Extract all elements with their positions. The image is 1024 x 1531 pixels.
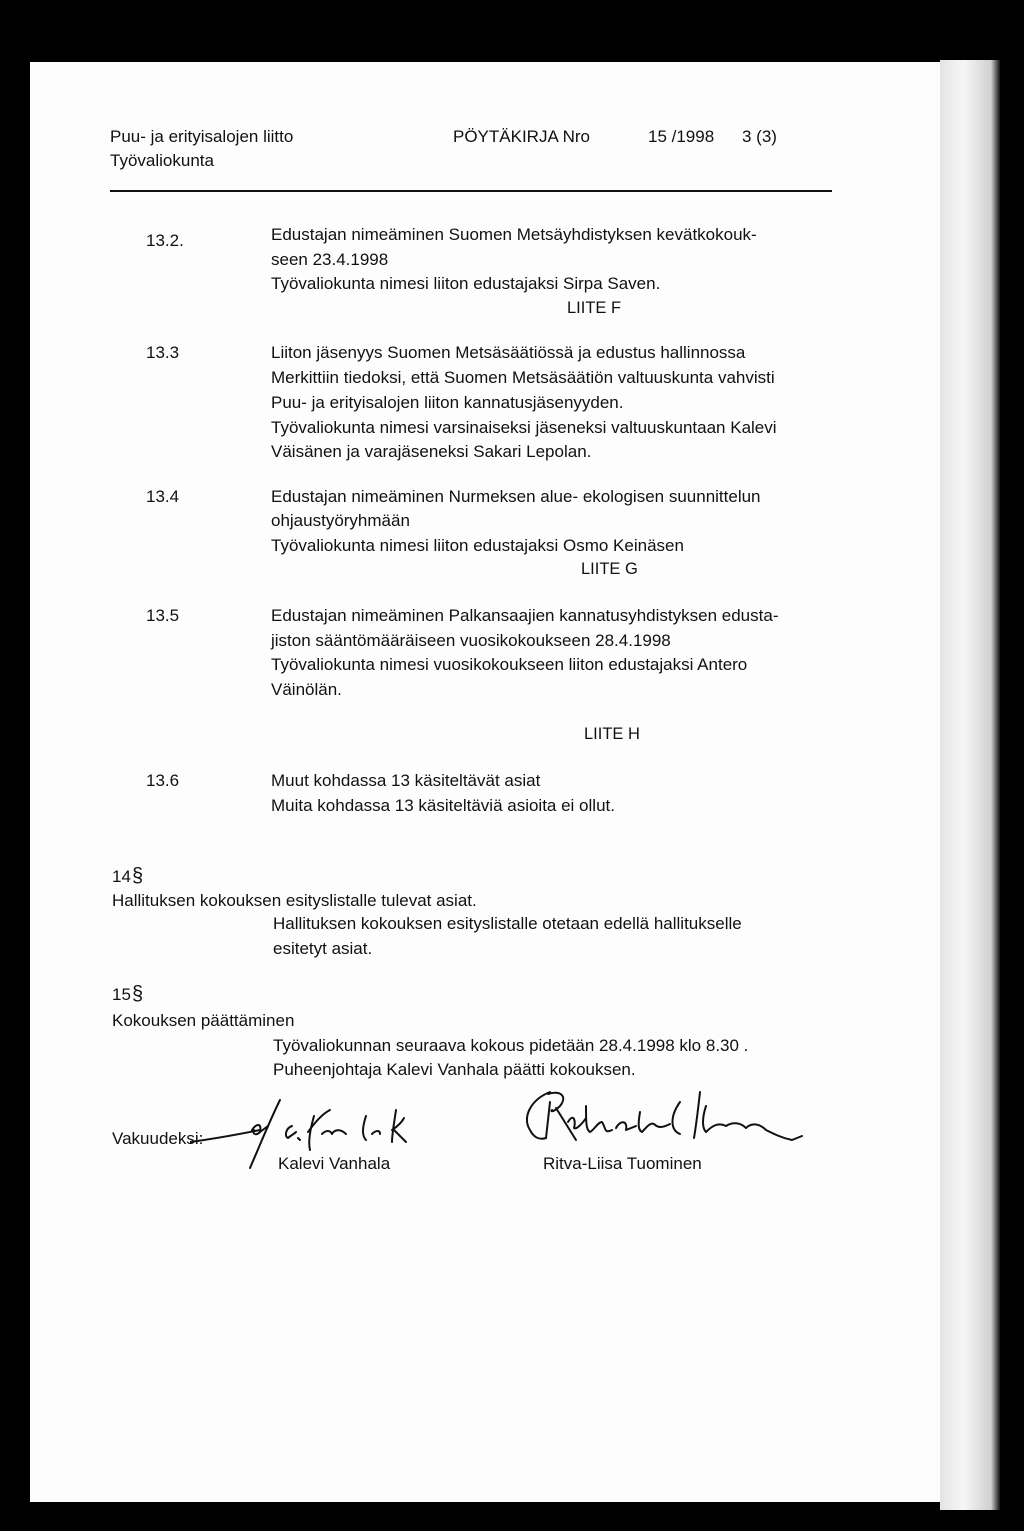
item-line: Väinölän. bbox=[271, 680, 342, 699]
header-rule bbox=[110, 190, 832, 192]
item-line: Työvaliokunta nimesi varsinaiseksi jäseneksi valtuuskuntaan Kalevi bbox=[271, 418, 777, 437]
org-name: Puu- ja erityisalojen liitto bbox=[110, 127, 294, 146]
signer-name: Ritva-Liisa Tuominen bbox=[543, 1154, 702, 1173]
item-line: Muut kohdassa 13 käsiteltävät asiat bbox=[271, 771, 541, 790]
item-line: Edustajan nimeäminen Palkansaajien kannatusyhdistyksen edusta- bbox=[271, 606, 779, 625]
item-number: 13.3 bbox=[146, 343, 180, 362]
section-title: Kokouksen päättäminen bbox=[112, 1011, 295, 1030]
item-number: 13.2. bbox=[146, 231, 184, 250]
section-number: 14 bbox=[112, 867, 131, 886]
attachment-label: LIITE F bbox=[567, 299, 622, 317]
section-sign: § bbox=[132, 865, 144, 887]
item-line: Muita kohdassa 13 käsiteltäviä asioita ei ollut. bbox=[271, 796, 615, 815]
signature-ritva-liisa-tuominen bbox=[520, 1082, 830, 1162]
signer-name: Kalevi Vanhala bbox=[278, 1154, 391, 1173]
doc-number: 15 /1998 bbox=[648, 127, 715, 146]
section-body-line: Puheenjohtaja Kalevi Vanhala päätti kokouksen. bbox=[273, 1060, 636, 1079]
doc-title: PÖYTÄKIRJA Nro bbox=[453, 127, 590, 146]
item-line: Väisänen ja varajäseneksi Sakari Lepolan. bbox=[271, 442, 592, 461]
page-edge-shadow bbox=[940, 60, 1000, 1510]
page-number: 3 (3) bbox=[742, 127, 777, 146]
item-line: Merkittiin tiedoksi, että Suomen Metsäsäätiön valtuuskunta vahvisti bbox=[271, 368, 775, 387]
item-line: Edustajan nimeäminen Nurmeksen alue- ekologisen suunnittelun bbox=[271, 487, 761, 506]
item-line: seen 23.4.1998 bbox=[271, 250, 389, 269]
item-number: 13.4 bbox=[146, 487, 180, 506]
item-line: ohjaustyöryhmään bbox=[271, 511, 410, 530]
section-number: 15 bbox=[112, 985, 131, 1004]
section-body-line: Työvaliokunnan seuraava kokous pidetään 28.4.1998 klo 8.30 . bbox=[273, 1036, 749, 1055]
attestation-label: Vakuudeksi: bbox=[112, 1129, 204, 1148]
item-line: Liiton jäsenyys Suomen Metsäsäätiössä ja edustus hallinnossa bbox=[271, 343, 746, 362]
item-line: Edustajan nimeäminen Suomen Metsäyhdistyksen kevätkokouk- bbox=[271, 225, 757, 244]
item-line: Työvaliokunta nimesi liiton edustajaksi Osmo Keinäsen bbox=[271, 536, 684, 555]
item-line: Puu- ja erityisalojen liiton kannatusjäsenyyden. bbox=[271, 393, 624, 412]
item-line: Työvaliokunta nimesi liiton edustajaksi Sirpa Saven. bbox=[271, 274, 661, 293]
section-body-line: esitetyt asiat. bbox=[273, 939, 373, 958]
item-line: jiston sääntömääräiseen vuosikokoukseen 28.4.1998 bbox=[271, 631, 671, 650]
section-sign: § bbox=[132, 983, 144, 1005]
attachment-label: LIITE H bbox=[584, 725, 640, 743]
item-line: Työvaliokunta nimesi vuosikokoukseen liiton edustajaksi Antero bbox=[271, 655, 748, 674]
section-body-line: Hallituksen kokouksen esityslistalle otetaan edellä hallitukselle bbox=[273, 914, 742, 933]
item-number: 13.6 bbox=[146, 771, 180, 790]
org-unit: Työvaliokunta bbox=[110, 151, 214, 170]
item-number: 13.5 bbox=[146, 606, 180, 625]
attachment-label: LIITE G bbox=[581, 560, 638, 578]
section-title: Hallituksen kokouksen esityslistalle tulevat asiat. bbox=[112, 891, 477, 910]
